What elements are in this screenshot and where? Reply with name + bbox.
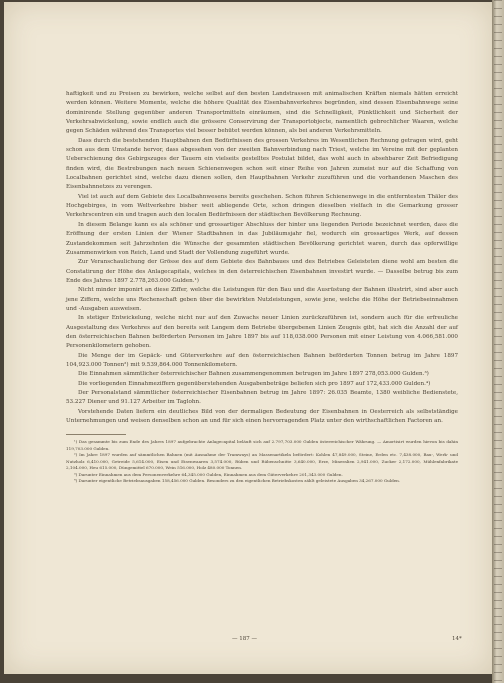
page-body: [66, 90, 458, 485]
ruler-marks: [494, 0, 502, 683]
page-number: — 187 —: [232, 636, 257, 642]
book-page: [4, 2, 492, 674]
paragraph: Dass durch die bestehenden Hauptbahnen den Bedürfnissen des grossen Verkehres im Wesentlichen Rechnung getragen wird, geht schon aus dem Umstande hervor, dass abgesehen von der zweiten Bahnverbindung nach Triest, welche im Vereine mit der geplanten Ueberschienung des Gebirgszuges der Tauern ein vielseits gestelltes Postulat bildet, das wohl auch in absehbarer Zeit Befriedigung finden wird, die Bestrebungen nach neuen Schienenwegen schon seit einer Reihe von Jahren zumeist nur auf die Schaffung von Localbahnen gerichtet sind, welche dazu dienen sollen, den Hauptbahnen Verkehr zuzuführen und die vorhandenen Maschen des Eisenbahnnetzes zu verengen.: [66, 137, 458, 191]
footnote-divider: [66, 434, 126, 435]
page-edge-ruler: [492, 0, 504, 683]
footnote: ³) Darunter Einnahmen aus dem Personenverkehre 64,345.000 Gulden, Einnahmen aus dem Güterverkehre 201,343.000 Gulden.: [74, 471, 343, 477]
footnotes: [66, 439, 458, 485]
paragraph: Die Einnahmen sämmtlicher österreichischer Bahnen zusammengenommen betrugen im Jahre 1897 278,053.000 Gulden.³): [78, 371, 429, 378]
paragraph: Der Personalstand sämmtlicher österreichischer Eisenbahnen betrug im Jahre 1897: 26.035 Beamte, 1380 weibliche Bedienstete, 53.227 Diener und 91.127 Arbeiter im Taglohn.: [66, 390, 458, 406]
footnote: ¹) Das gesammte bis zum Ende des Jahres 1897 aufgebrachte Anlagecapital beläuft sich auf 2.797,703.000 Gulden österreichischer Währung. — Amortisirt wurden hievon bis dahin 119,703.000 Gulden.: [66, 439, 458, 451]
paragraph: haftigkeit und zu Preisen zu bewirken, welche selbst auf den besten Landstrassen mit animalischen Kräften niemals hätten erreicht werden können. Weitere Momente, welche die höhere Qualität des Eisenbahnverkehres begründen, sind dessen Eisenbahnwege seine dominirende Stellung gegenüber anderen Transportmitteln einräumen, sind die Schnelligkeit, Pünktlichkeit und Sicherheit der Verkehrsabwickelung, sowie endlich auch die grössere Conservirung der Transportobjecte, namentlich gebrechlicher Waaren, welche gegen Schäden während des Transportes viel besser behütet werden können, als bei anderen Verkehrsmitteln.: [66, 91, 458, 135]
signature-mark: 14*: [452, 636, 462, 642]
paragraph: Zur Veranschaulichung der Grösse des auf dem Gebiete des Bahnbaues und des Betriebes Geleisteten diene wohl am besten die Constatirung der Höhe des Anlagecapitals, welches in den österreichischen Eisenbahnen investirt wurde. — Dasselbe betrug bis zum Ende des Jahres 1897 2.778,263.000 Gulden.¹): [66, 259, 458, 284]
paragraph: Die Menge der im Gepäck- und Güterverkehre auf den österreichischen Bahnen beförderten Tonnen betrug im Jahre 1897 104,923.000 Tonnen²) mit 9.539,864.000 Tonnenkilometern.: [66, 352, 458, 368]
paragraph: Die vorliegenden Einnahmeziffern gegenüberstehenden Ausgabenbeträge beliefen sich pro 1897 auf 172,433.000 Gulden.⁴): [78, 380, 431, 387]
footnote: ⁴) Darunter eigentliche Betriebsausgaben 158,456.000 Gulden. Besonders zu den eigentlichen Betriebskosten zählt geleistete Ausgaben 34,267.000 Gulden.: [74, 478, 401, 484]
paragraph: In diesem Belange kann es als schöner und grossartiger Abschluss der hinter uns liegenden Periode bezeichnet werden, dass die Eröffnung der ersten Linien der Wiener Stadtbahnen in das Jubiläumsjahr fiel, wodurch ein grossartiges Werk, auf dessen Zustandekommen seit Jahrzehnten die Wünsche der gesammten städtischen Bevölkerung gerichtet waren, durch das opferwillige Zusammenwirken von Reich, Land und Stadt der Vollendung zugeführt wurde.: [66, 221, 458, 256]
paragraph: Nicht minder imponirt an diese Ziffer, welche die Leistungen für den Bau und die Ausrüstung der Bahnen illustrirt, sind aber auch jene Ziffern, welche uns Rechenschaft geben über die bewirkten Nutzleistungen, sowie jene, welche die Höhe der Betriebseinnahmen und -Ausgaben ausweisen.: [66, 287, 458, 312]
paragraph: Vorstehende Daten liefern ein deutliches Bild von der dermaligen Bedeutung der Eisenbahnen in Oesterreich als selbstständige Unternehmungen und weisen denselben schon an und für sich einen hervorragenden Platz unter den wirthschaftlichen Factoren an.: [66, 408, 458, 425]
footnote: ²) Im Jahre 1897 wurden auf sämmtlichen Bahnen (mit Ausnahme der Tramways) an Massenartikeln befördert: Kohlen 47,849.000, Steine, Erden etc. 7,438.000, Bau-, Werk- und Nutzholz 6,410.000, Getreide 5,614.000, Eisen und Eisenwaaren 3,574.000, Rüben und Rübenschnitte 3,640.000, Erze, Mineralien 2,941.000, Zucker 2,172.000, Mühlenfabrikate 2,104.000, Heu 615.000, Düngemittel 670.000, Wein 516.000, Holz 480.000 Tonnen.: [66, 452, 458, 471]
paragraph: Viel ist auch auf dem Gebiete des Localbahnwesens bereits geschehen. Schon führen Schienenwege in die entferntesten Thäler des Hochgebirges, in vom Weltverkehre bisher weit abliegende Orte, schon dringen dieselben vielfach in die Gemarkung grosser Verkehrscentren ein und tragen auch den localen Bedürfnissen der städtischen Bevölkerung Rechnung.: [66, 193, 458, 219]
paragraph: In stetiger Entwickelung, welche nicht nur auf den Zuwachs neuer Linien zurückzuführen ist, sondern auch für die erfreuliche Ausgestaltung des Verkehres auf den bereits seit Langem dem Betriebe übergebenen Linien Zeugnis gibt, hat sich die Anzahl der auf den österreichischen Bahnen beförderten Personen im Jahre 1897 bis auf 118,038.000 Personen mit einer Leistung von 4.066,581.000 Personenkilometern gehoben.: [66, 315, 458, 350]
